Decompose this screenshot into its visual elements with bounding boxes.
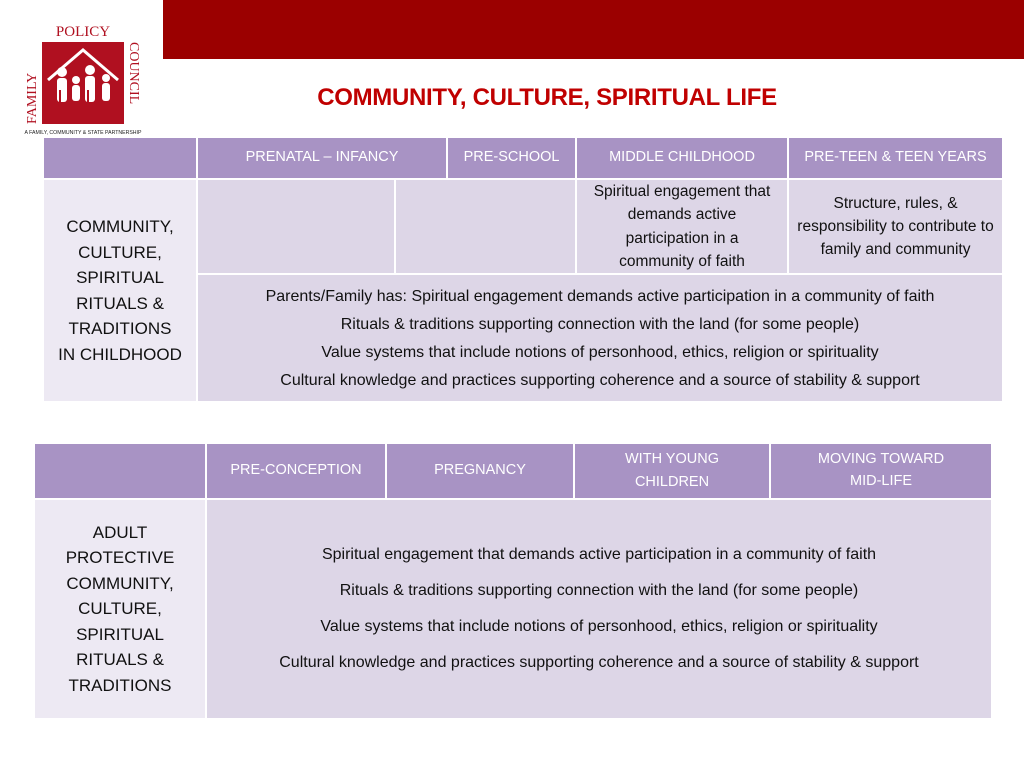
text-line: Value systems that include notions of personhood, ethics, religion or spirituality (320, 618, 878, 635)
row-label-adult: ADULT PROTECTIVE COMMUNITY, CULTURE, SPIRITUAL RITUALS & TRADITIONS (34, 499, 206, 719)
header-empty-cell (43, 137, 197, 179)
header-preteen-teen: PRE-TEEN & TEEN YEARS (788, 137, 1003, 179)
svg-text:POLICY: POLICY (55, 24, 111, 40)
svg-text:A FAMILY, COMMUNITY & STATE PA: A FAMILY, COMMUNITY & STATE PARTNERSHIP (24, 130, 142, 136)
svg-text:FAMILY: FAMILY (25, 72, 40, 124)
row-label-childhood: COMMUNITY, CULTURE, SPIRITUAL RITUALS & TRADITIONS IN CHILDHOOD (43, 179, 197, 402)
adult-table (33, 442, 993, 720)
cell-preteen: Structure, rules, & responsibility to contribute to family and community (788, 179, 1003, 274)
page-title: COMMUNITY, CULTURE, SPIRITUAL LIFE (317, 84, 777, 111)
childhood-table (42, 136, 1004, 403)
family-policy-council-logo (20, 20, 146, 138)
header-middle-childhood: MIDDLE CHILDHOOD (576, 137, 788, 179)
header-pre-school: PRE-SCHOOL (447, 137, 576, 179)
text-line: Parents/Family has: Spiritual engagement demands active participation in a community of faith (265, 288, 935, 305)
header-pre-conception: PRE-CONCEPTION (206, 443, 386, 499)
childhood-shared-cell (197, 274, 1003, 402)
cell-middle-childhood: Spiritual engagement that demands active participation in a community of faith (576, 179, 788, 274)
header-empty-cell (34, 443, 206, 499)
empty-cell-preschool (395, 179, 576, 274)
header-with-young-children: WITH YOUNG CHILDREN (574, 443, 770, 499)
header-prenatal-infancy: PRENATAL – INFANCY (197, 137, 447, 179)
text-line: Rituals & traditions supporting connection with the land (for some people) (339, 582, 859, 599)
svg-text:COUNCIL: COUNCIL (126, 42, 141, 105)
text-line: Value systems that include notions of personhood, ethics, religion or spirituality (321, 344, 879, 361)
empty-cell-prenatal (197, 179, 395, 274)
text-line: Cultural knowledge and practices supporting coherence and a source of stability & support (280, 372, 920, 389)
text-line: Spiritual engagement that demands active participation in a community of faith (321, 546, 877, 563)
header-pregnancy: PREGNANCY (386, 443, 574, 499)
adult-shared-cell (206, 499, 992, 719)
text-line: Rituals & traditions supporting connection with the land (for some people) (340, 316, 860, 333)
header-moving-toward-mid-life: MOVING TOWARD MID-LIFE (770, 443, 992, 499)
top-accent-bar (163, 0, 1024, 59)
text-line: Cultural knowledge and practices supporting coherence and a source of stability & support (279, 654, 919, 671)
